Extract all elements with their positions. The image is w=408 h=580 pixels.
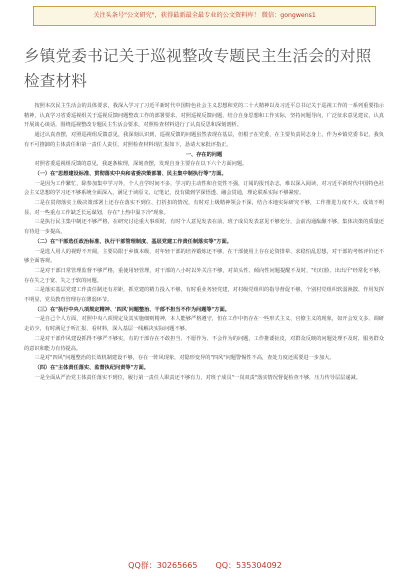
footer-contact xyxy=(100,559,310,573)
subsection-heading: （四）在"主体责任落实、监督执纪问责等"方面。 xyxy=(34,364,149,371)
body-paragraph: 二是在贯彻落实上级决策部署上还存在落实不到位、打折扣的情况，有时对上级精神领会不深，结合本地实际研究不够，工作推进力度不大、成效不明显，对一些重点工作缺乏长远谋划，存在"上热中温下冷"现象。 xyxy=(24,200,384,216)
body-paragraph: 一是因为工作繁忙，除参加集中学习外，个人自学时间不多，学习的主动性和自觉性不强，订阅的报刊杂志，难以深入阅读，对习近平新时代中国特色社会主义思想的学习还不够系统全面深入，满足于读原文、记笔记，没有做到学深悟透、融会贯通，理论联系实际不够紧密。 xyxy=(24,180,384,197)
subsection-heading: （二）在"干部选任政治标准、执行干部管理制度、基层党建工作责任制落实等"方面。 xyxy=(34,238,232,245)
body-paragraph: 三是执行民主集中制还不够严格，在研究讨论重大事项时，有时个人意见发表在前，班子成员发表意见不够充分，会前沟通酝酿不够，集体决策的质量还有待进一步提高。 xyxy=(24,219,384,236)
body-paragraph: 三是落实基层党建工作责任制还有差距，抓党建的精力投入不够，有时重业务轻党建，对村级党组织的指导督促不够，个别村党组织软弱涣散、作用发挥不明显，党员教育管理存在薄弱环节。 xyxy=(24,287,384,304)
subsection-heading: （三）在"执行中央八项规定精神、'四风'问题整治、干部不担当不作为问题等"方面。 xyxy=(34,306,230,313)
section-intro: 对照省委巡视组反馈的意见，我逐条梳理，深刻查摆，发现自身主要存在以下六个方面问题。 xyxy=(34,161,248,168)
document-title: 乡镇党委书记关于巡视整改专题民主生活会的对照检查材料 xyxy=(24,47,372,90)
document-body xyxy=(24,102,384,554)
footer-qq-group: QQ群：30265665 xyxy=(128,561,198,570)
intro-paragraph: 按照本次民主生活会的具体要求，我深入学习了习近平新时代中国特色社会主义思想和党的二十大精神以及习近平总书记关于巡视工作的一系列重要指示精神，认真学习省委巡视组关于巡视反馈问题整改工作的部署要求，对照巡视反馈问题，结合自身思想和工作实际，坚持问题导向，广泛征求意见建议，认真开展谈心谈话，围绕巡视整改专题民主生活会要求，对照检查材料进行了认真反思和深刻剖析。 xyxy=(24,103,384,129)
body-paragraph: 二是对干部日常管理监督不够严格，重使用轻管理，对干部的八小时以外关注不够，对苗头性、倾向性问题提醒不及时，"红红脸、出出汗"经常化不够，存在失之于宽、失之于软的问题。 xyxy=(24,267,384,284)
footer-qq: QQ：535304092 xyxy=(215,561,282,570)
body-paragraph: 二是对干部作风建设抓得不够严不够实，有的干部存在不敢担当、不愿作为、不会作为的问题，工作推诿扯皮，对群众反映的问题处理不及时，服务群众的意识和能力有待提高。 xyxy=(24,335,384,352)
promo-banner: 关注头条号"公文研究"，获得最新最全最专业的公文资料库！ 微信：gongwens1 xyxy=(33,6,376,26)
body-paragraph: 三是对"四风"问题整治的长效机制建设不够，存在一阵风现象，对隐形变异的"四风"问题警惕性不高，查处力度还需要进一步加大。 xyxy=(34,355,335,362)
intro-paragraph: 通过认真查摆，对照巡视组反馈意见，我深刻认识到，巡视反馈的问题虽然表现在基层，但根子在党委，在主要负责同志身上，作为乡镇党委书记，我负有不可推卸的主体责任和第一责任人责任。对照检查材料现汇报如下，恳请大家批评指正。 xyxy=(24,132,384,148)
body-paragraph: 一是全面从严治党主体责任落实不到位，履行第一责任人职责还不够有力，对班子成员"一岗双责"落实情况督促检查不够，压力传导层层递减。 xyxy=(34,374,361,381)
subsection-heading: （一）在"思想建设标准、贯彻落实中央和省委决策部署、民主集中制执行等"方面。 xyxy=(34,170,227,177)
body-paragraph: 一是自己个人方面，对照中央八项规定及其实施细则精神，本人能够严格遵守，但在工作中仍存在一些形式主义、官僚主义的现象，如开会发文多、调研走访少，有时满足于听汇报、看材料，深入基层一线解决实际问题不够。 xyxy=(24,316,384,333)
body-paragraph: 一是选人用人的视野不开阔，主要局限于乡镇本级，对年轻干部的培养锻炼还不够，在干部使用上存在论资排辈、求稳怕乱思想，对干部的考核评价还不够全面客观。 xyxy=(24,248,384,265)
section-heading: 一、存在的问题 xyxy=(185,151,223,158)
